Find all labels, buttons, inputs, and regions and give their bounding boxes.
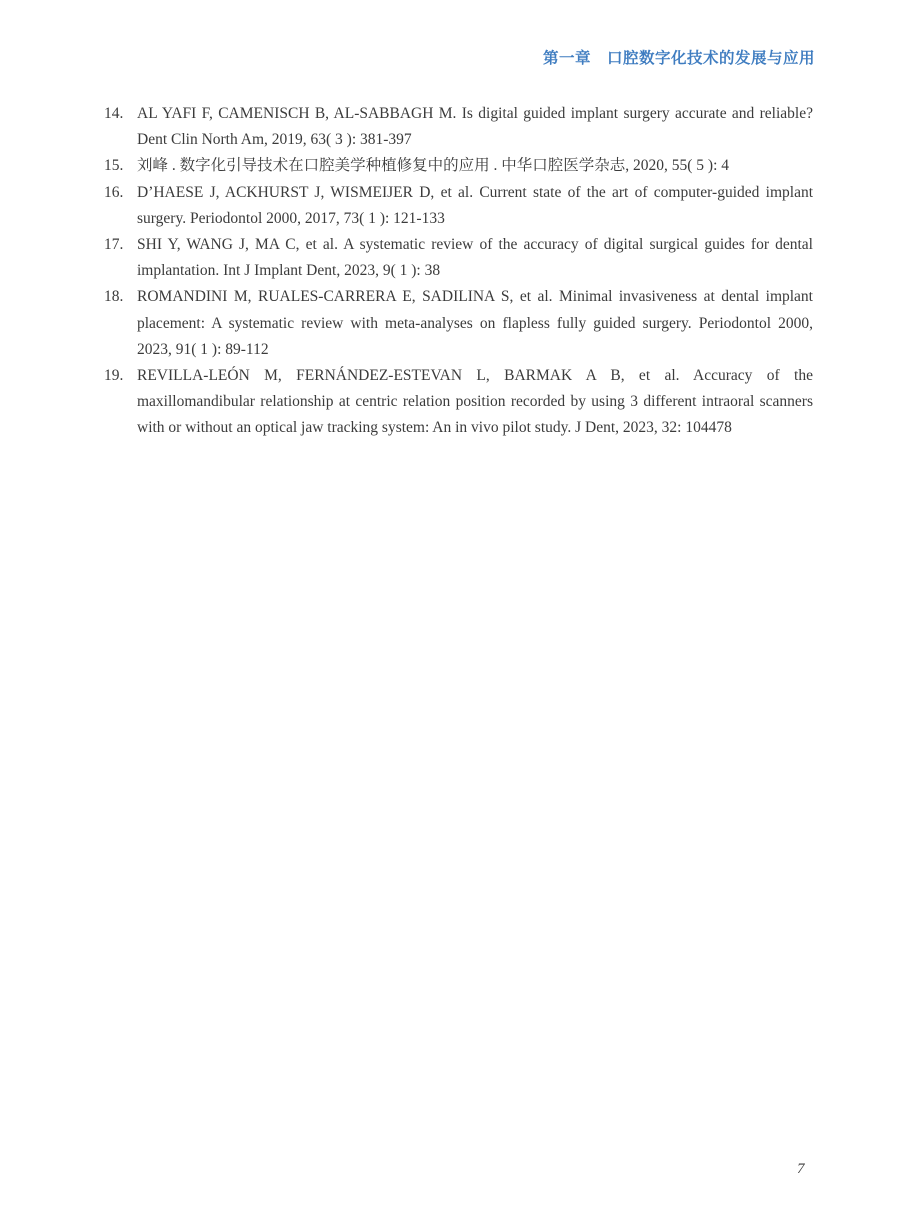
reference-number: 16. xyxy=(104,183,124,201)
reference-text: REVILLA-LEÓN M, FERNÁNDEZ-ESTEVAN L, BARMAK A B, et al. Accuracy of the maxillomandibular relationship at centric relation position recorded by using 3 different intraoral scanners with or without an optical jaw tracking system: An in vivo pilot study. J Dent, 2023, 32: 104478 xyxy=(137,367,813,437)
reference-number: 17. xyxy=(104,236,124,254)
reference-item xyxy=(104,232,813,284)
reference-text: D’HAESE J, ACKHURST J, WISMEIJER D, et al. Current state of the art of computer-guided implant surgery. Periodontol 2000, 2017, 73( 1 ): 121-133 xyxy=(137,183,813,227)
reference-item xyxy=(104,101,813,153)
reference-number: 19. xyxy=(104,367,124,385)
reference-item xyxy=(104,363,813,442)
chapter-header-title: 第一章 口腔数字化技术的发展与应用 xyxy=(542,50,815,67)
reference-item xyxy=(104,284,813,363)
reference-number: 14. xyxy=(104,105,124,122)
reference-item xyxy=(104,180,813,232)
reference-list xyxy=(104,101,813,442)
reference-item xyxy=(104,153,813,179)
page-number: 7 xyxy=(797,1161,805,1177)
reference-text: SHI Y, WANG J, MA C, et al. A systematic review of the accuracy of digital surgical guides for dental implantation. Int J Implant Dent, 2023, 9( 1 ): 38 xyxy=(137,236,813,280)
reference-text: AL YAFI F, CAMENISCH B, AL-SABBAGH M. Is digital guided implant surgery accurate and reliable? Dent Clin North Am, 2019, 63( 3 ): 381-397 xyxy=(137,105,813,149)
reference-number: 18. xyxy=(104,288,124,306)
reference-text: 刘峰 . 数字化引导技术在口腔美学种植修复中的应用 . 中华口腔医学杂志, 2020, 55( 5 ): 4 xyxy=(137,157,730,175)
reference-text: ROMANDINI M, RUALES-CARRERA E, SADILINA S, et al. Minimal invasiveness at dental implant placement: A systematic review with meta-analyses on flapless fully guided surgery. Periodontol 2000, 2023, 91( 1 ): 89-112 xyxy=(137,288,813,358)
reference-number: 15. xyxy=(104,157,124,175)
